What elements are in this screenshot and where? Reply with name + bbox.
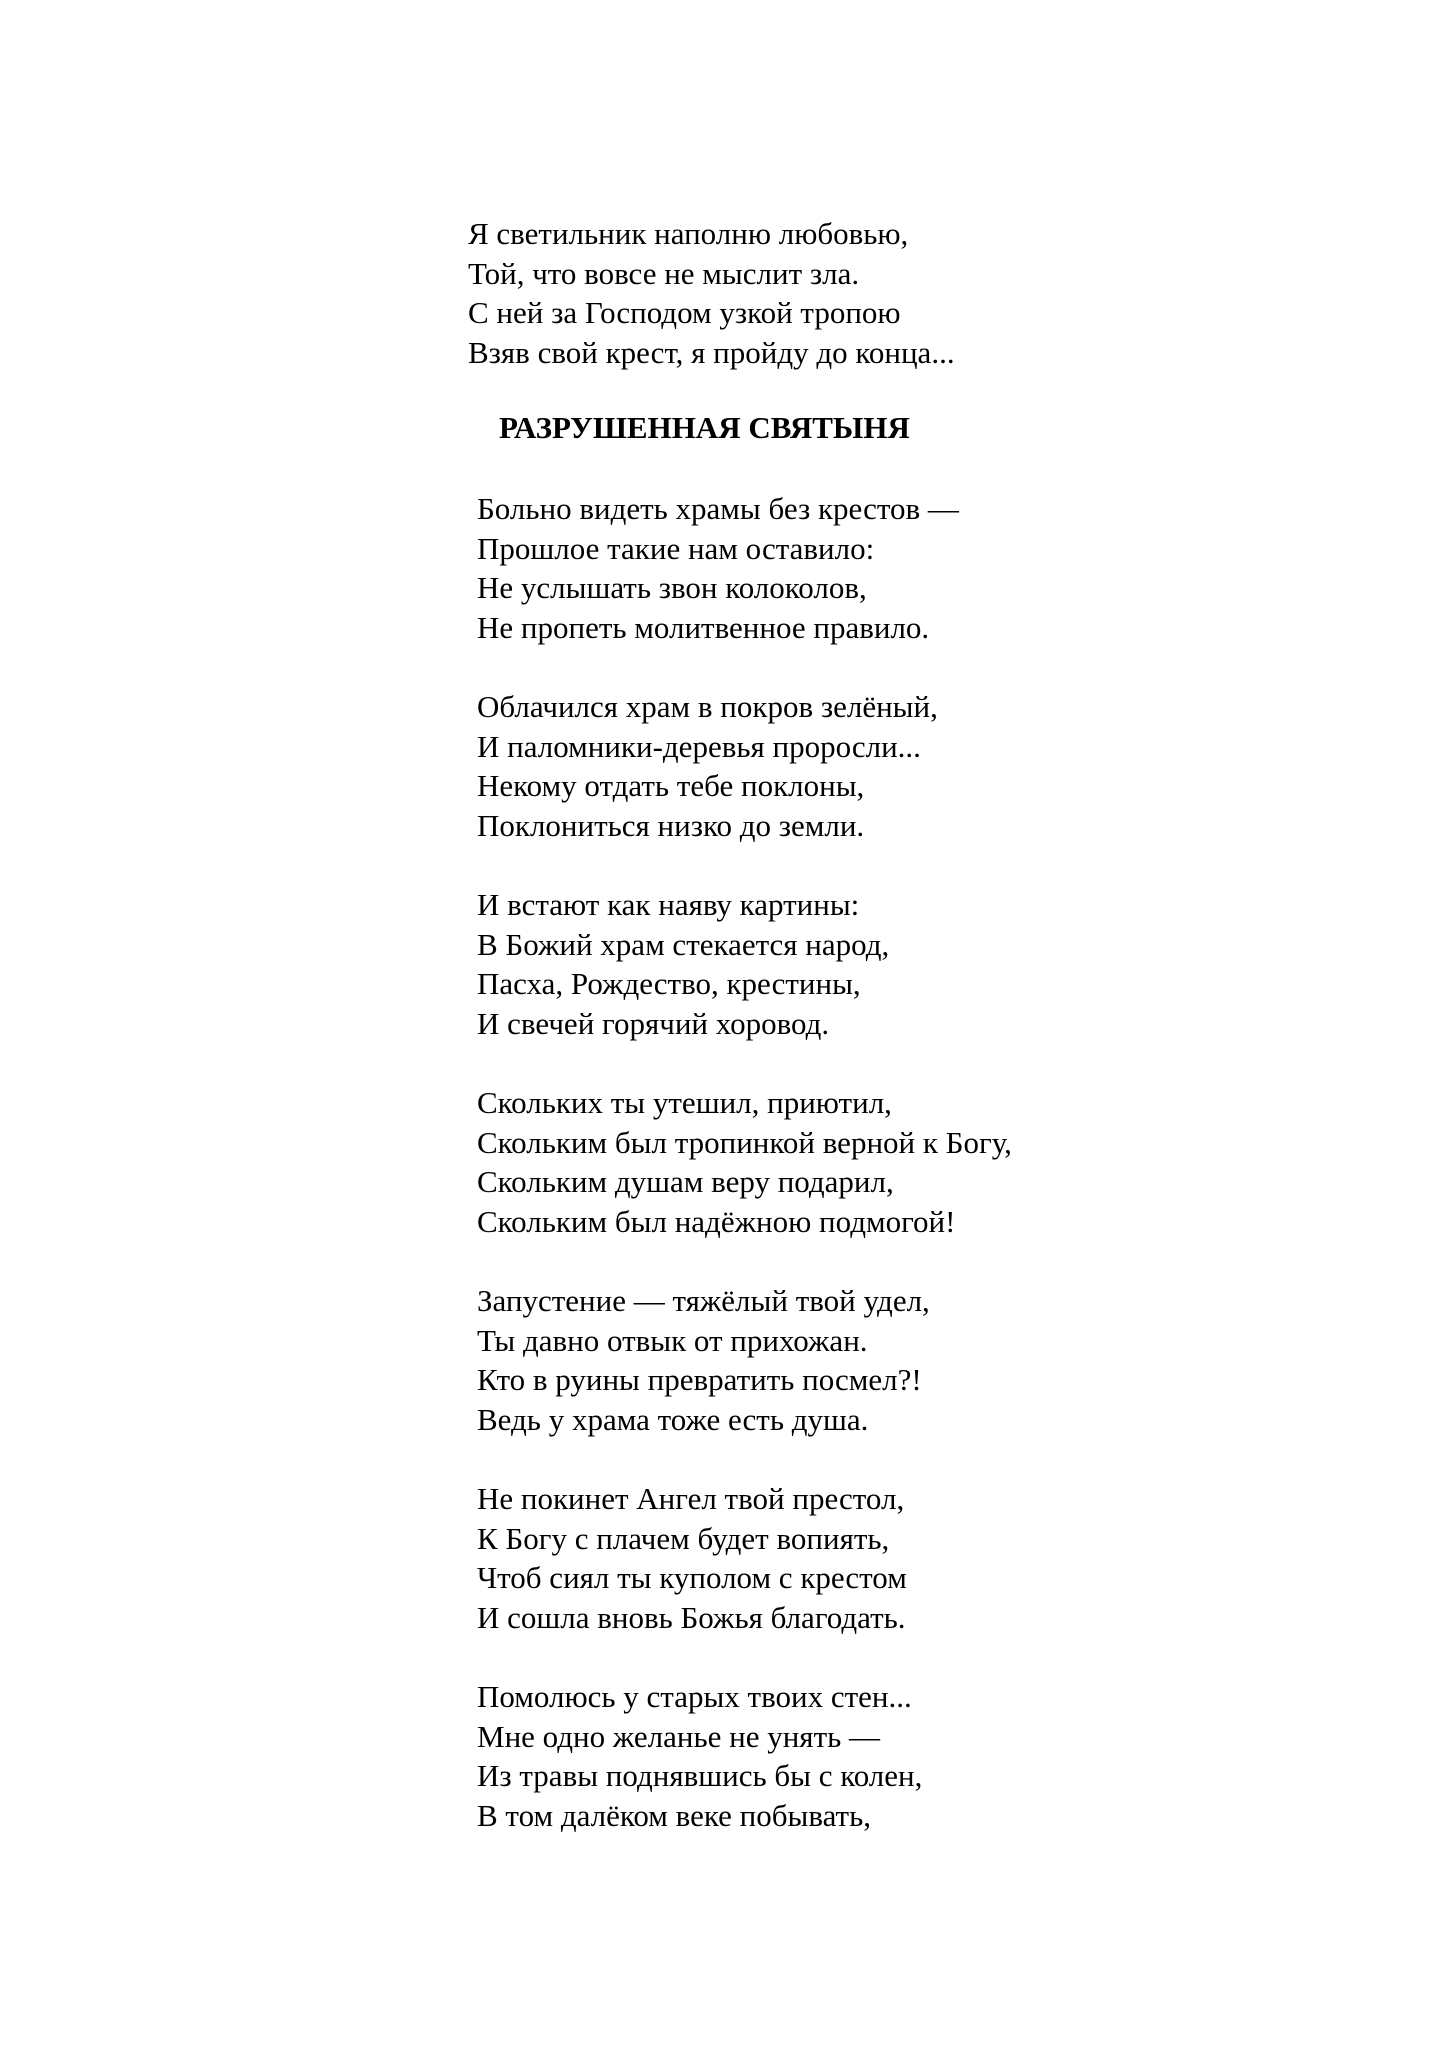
verse-line: Взяв свой крест, я пройду до конца... bbox=[468, 334, 955, 370]
poem-stanza-3 bbox=[477, 885, 889, 1043]
verse-line: Ведь у храма тоже есть душа. bbox=[477, 1401, 869, 1437]
poem-title: РАЗРУШЕННАЯ СВЯТЫНЯ bbox=[499, 410, 910, 445]
poem-stanza-6 bbox=[477, 1479, 907, 1637]
verse-line: Из травы поднявшись бы с колен, bbox=[477, 1758, 923, 1794]
verse-line: И свечей горячий хоровод. bbox=[477, 1005, 830, 1041]
verse-line: И паломники-деревья проросли... bbox=[477, 728, 921, 764]
verse-line: С ней за Господом узкой тропою bbox=[468, 295, 901, 331]
verse-line: Не услышать звон колоколов, bbox=[477, 570, 867, 606]
verse-line: Некому отдать тебе поклоны, bbox=[477, 768, 865, 804]
verse-line: Кто в руины превратить посмел?! bbox=[477, 1362, 922, 1398]
poem-stanza-5 bbox=[477, 1281, 930, 1439]
verse-line: Скольких ты утешил, приютил, bbox=[477, 1085, 892, 1120]
verse-line: Прошлое такие нам оставило: bbox=[477, 530, 875, 566]
verse-line: Скольким душам веру подарил, bbox=[477, 1164, 894, 1200]
verse-line: Больно видеть храмы без крестов — bbox=[477, 491, 959, 526]
verse-line: Помолюсь у старых твоих стен... bbox=[477, 1679, 912, 1714]
verse-line: Поклониться низко до земли. bbox=[477, 807, 865, 843]
verse-line: Чтоб сиял ты куполом с крестом bbox=[477, 1560, 907, 1596]
verse-line: Облачился храм в покров зелёный, bbox=[477, 689, 938, 724]
verse-line: Мне одно желанье не унять — bbox=[477, 1718, 880, 1754]
poem-stanza-1 bbox=[477, 489, 959, 647]
verse-line: Я светильник наполню любовью, bbox=[468, 216, 909, 251]
poem-stanza-2 bbox=[477, 687, 938, 845]
poem-stanza-4 bbox=[477, 1083, 1012, 1241]
verse-line: Скольким был тропинкой верной к Богу, bbox=[477, 1124, 1012, 1160]
verse-line: И встают как наяву картины: bbox=[477, 887, 860, 922]
verse-line: Запустение — тяжёлый твой удел, bbox=[477, 1283, 930, 1318]
verse-line: И сошла вновь Божья благодать. bbox=[477, 1599, 906, 1635]
verse-line: К Богу с плачем будет вопиять, bbox=[477, 1520, 890, 1556]
verse-line: Скольким был надёжною подмогой! bbox=[477, 1203, 956, 1239]
verse-line: Ты давно отвык от прихожан. bbox=[477, 1322, 868, 1358]
verse-line: Не пропеть молитвенное правило. bbox=[477, 609, 930, 645]
verse-line: В том далёком веке побывать, bbox=[477, 1797, 871, 1833]
verse-line: Не покинет Ангел твой престол, bbox=[477, 1481, 905, 1516]
intro-stanza bbox=[468, 214, 955, 372]
verse-line: Пасха, Рождество, крестины, bbox=[477, 966, 861, 1002]
verse-line: В Божий храм стекается народ, bbox=[477, 926, 890, 962]
verse-line: Той, что вовсе не мыслит зла. bbox=[468, 255, 860, 291]
poem-stanza-7 bbox=[477, 1677, 922, 1835]
